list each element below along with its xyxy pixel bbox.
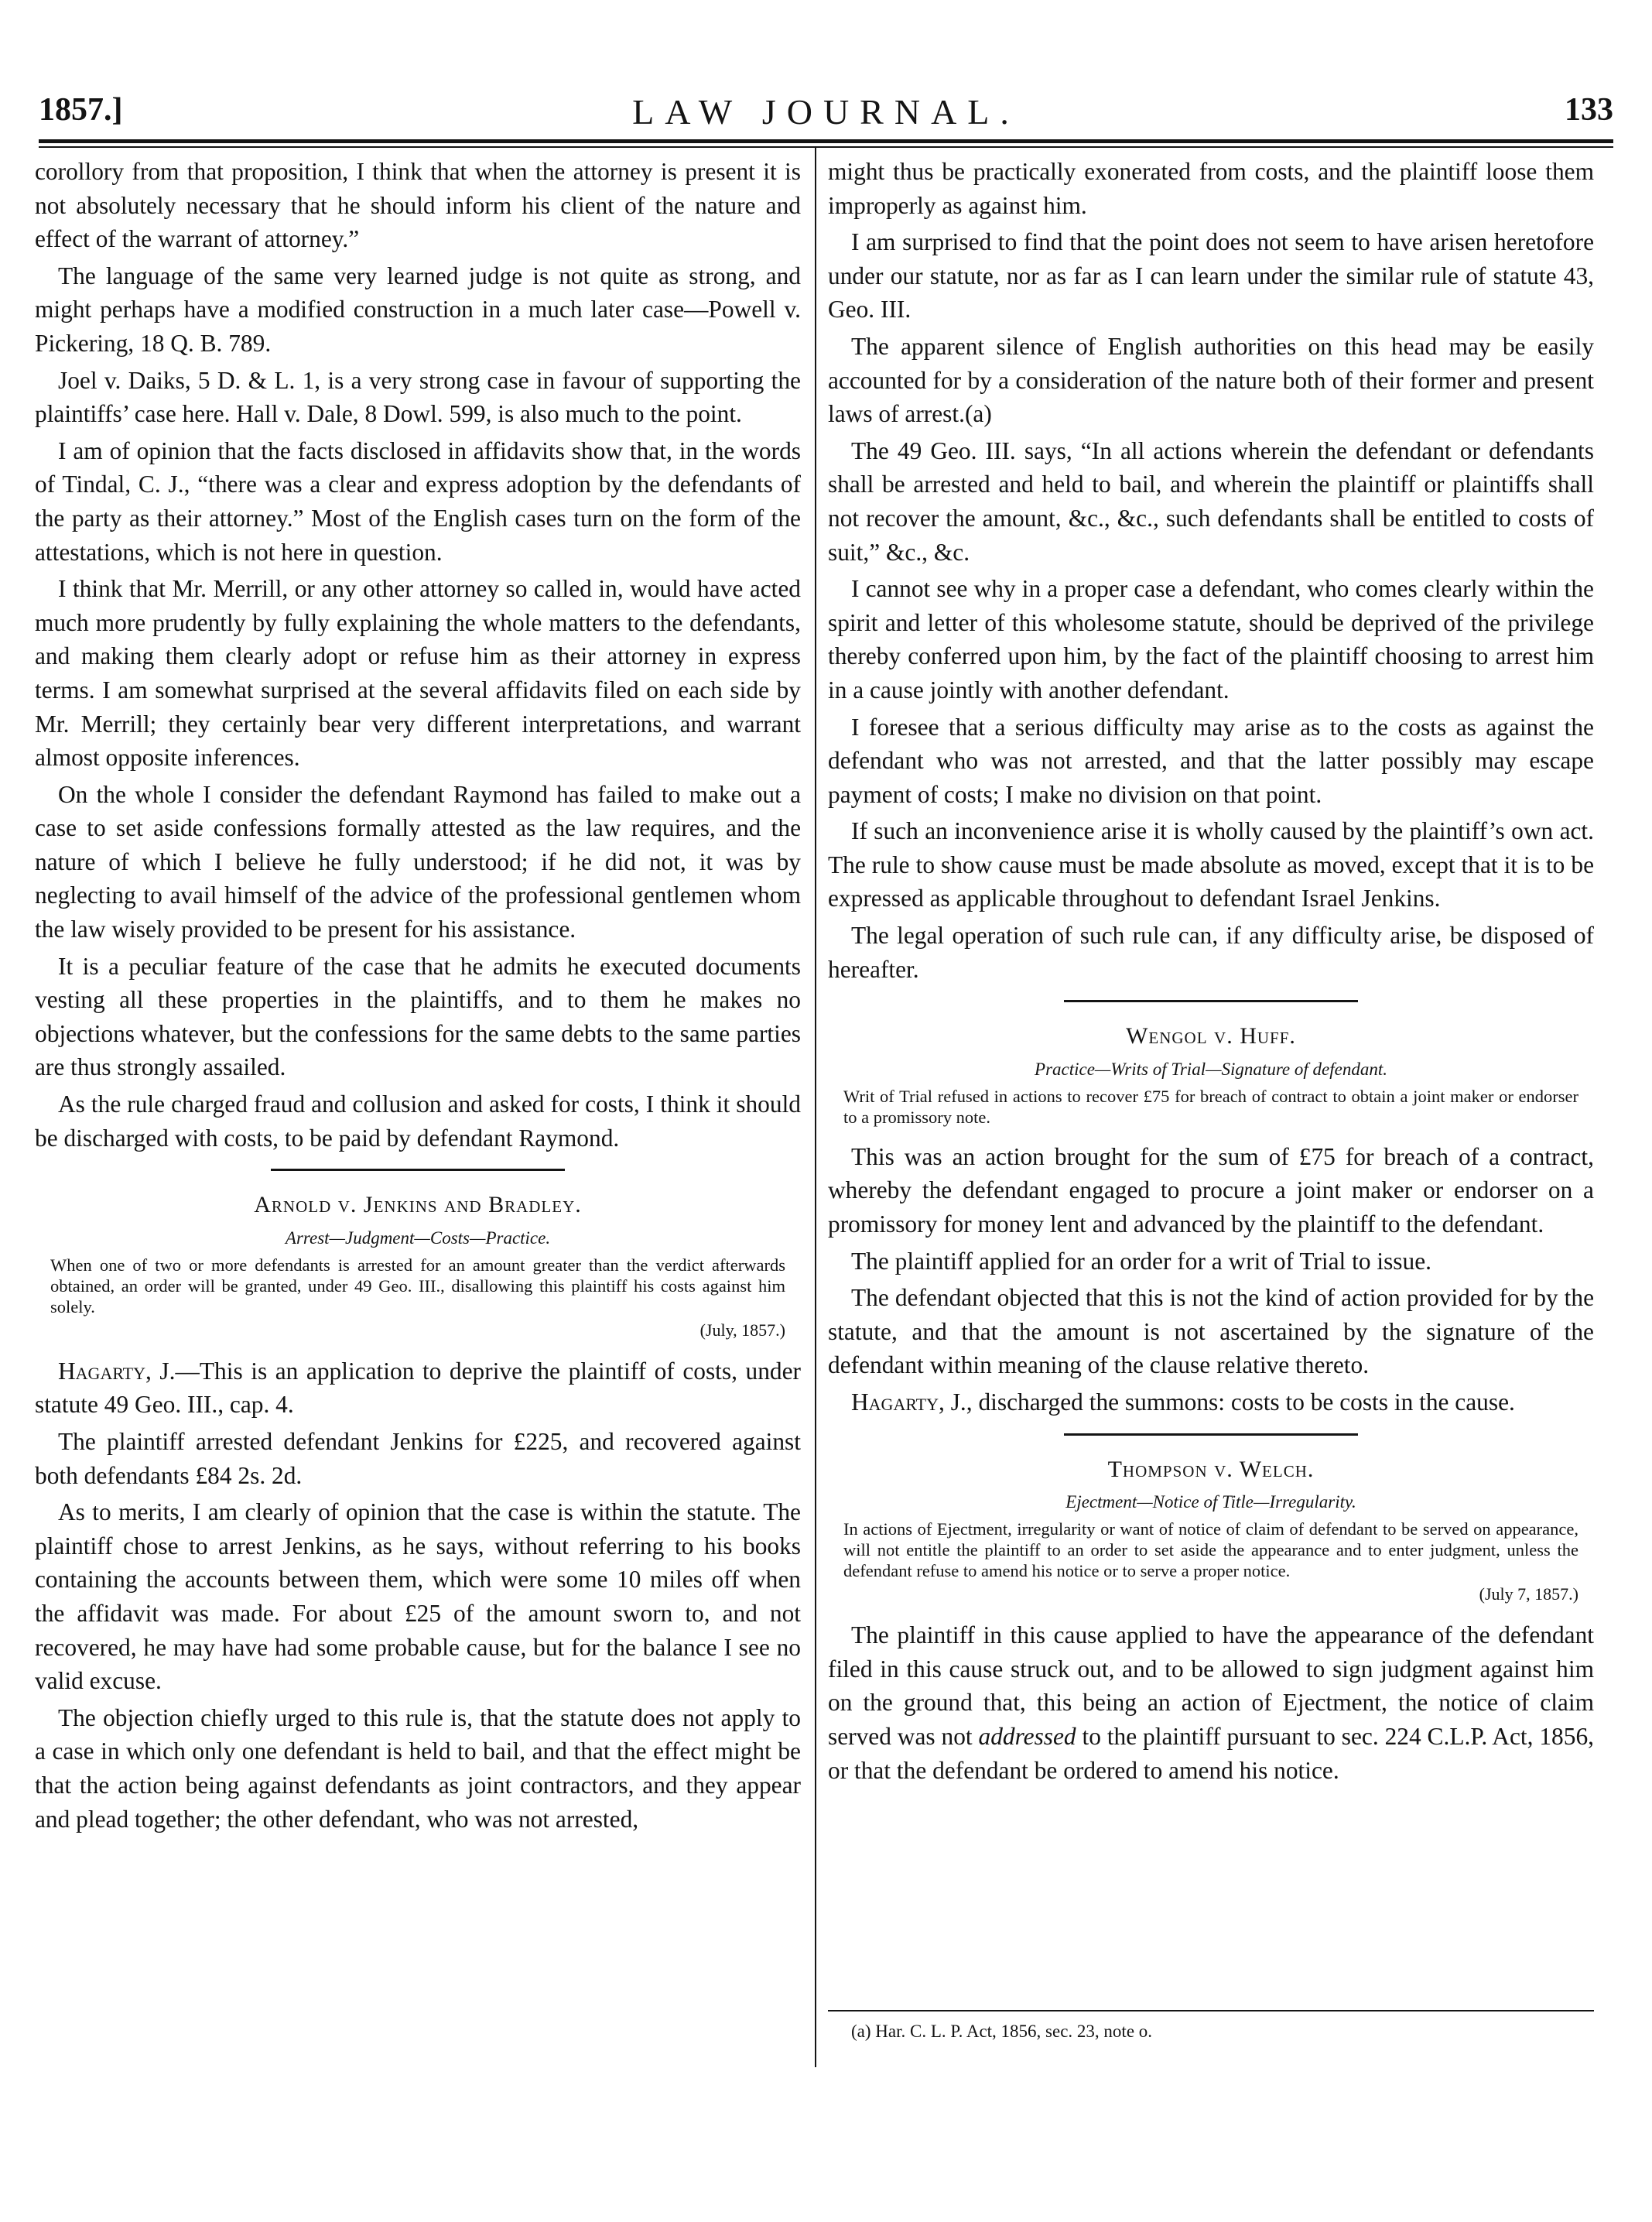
case-topic: Arrest—Judgment—Costs—Practice. (285, 1227, 551, 1248)
paragraph: The plaintiff applied for an order for a writ of Trial to issue. (851, 1247, 1432, 1275)
paragraph: I cannot see why in a proper case a defendant, who comes clearly within the spirit and letter of this wholesome statute, should be deprived of the privilege thereby conferred upon him, by the fact of the plaintiff choosing to arrest him in a cause jointly with another defendant. (828, 575, 1594, 704)
page-header (39, 91, 1613, 139)
paragraph: It is a peculiar feature of the case that he admits he executed documents vesting all these properties in the plaintiffs, and to them he makes no objections whatever, but the confessions for the same debts to the same parties are thus strongly assailed. (35, 952, 801, 1081)
right-column (828, 155, 1594, 1790)
judge-name: Hagarty, J. (851, 1388, 966, 1416)
paragraph: I am of opinion that the facts disclosed in affidavits show that, in the words of Tindal, C. J., “there was a clear and express adoption by the defendants of the party as their attorney.” Most of the English cases turn on the form of the attestations, which is not here in question. (35, 437, 801, 566)
paragraph: corollory from that proposition, I think that when the attorney is present it is not absolutely necessary that he should inform his client of the nature and effect of the warrant of attorney.” (35, 158, 801, 253)
case-date: (July 7, 1857.) (1479, 1584, 1578, 1604)
column-divider (815, 148, 816, 2067)
paragraph: The objection chiefly urged to this rule is, that the statute does not apply to a case in which only one defendant is held to bail, and that the effect might be that the action being against defendants as joint contractors, and they appear and plead together; the other defendant, who was not arrested, (35, 1703, 801, 1833)
case-separator (271, 1169, 565, 1171)
paragraph: I think that Mr. Merrill, or any other attorney so called in, would have acted much more prudently by fully explaining the whole matters to the defendants, and making them clearly adopt or refuse him as their attorney in express terms. I am somewhat surprised at the several affidavits filed on each side by Mr. Merrill; they certainly bear very different interpretations, and warrant almost opposite inferences. (35, 575, 801, 772)
case-headnote: Writ of Trial refused in actions to recover £75 for breach of contract to obtain a joint maker or endorser to a promissory note. (843, 1086, 1578, 1127)
header-year: 1857.] (39, 92, 123, 128)
case-title: Arnold v. Jenkins and Bradley. (254, 1192, 582, 1218)
paragraph: might thus be practically exonerated from costs, and the plaintiff loose them improperly as against him. (828, 158, 1594, 219)
paragraph: The apparent silence of English authorities on this head may be easily accounted for by a consideration of the nature both of their former and present laws of arrest.(a) (828, 332, 1594, 428)
paragraph-text: —This is an application to deprive the plaintiff of costs, under statute 49 Geo. III., cap. 4. (35, 1357, 801, 1419)
paragraph: I foresee that a serious difficulty may arise as to the costs as against the defendant who was not arrested, and that the latter possibly may escape payment of costs; I make no division on that point. (828, 713, 1594, 808)
paragraph (828, 1618, 1594, 1787)
case-headnote: When one of two or more defendants is arrested for an amount greater than the verdict afterwards obtained, an order will be granted, under 49 Geo. III., disallowing this plaintiff his costs against him solely. (50, 1255, 785, 1316)
judge-name: Hagarty, J. (58, 1357, 176, 1385)
case-date: (July, 1857.) (699, 1320, 785, 1340)
case-separator (1064, 1433, 1358, 1436)
left-column (35, 155, 801, 1839)
paragraph: If such an inconvenience arise it is wholly caused by the plaintiff’s own act. The rule to show cause must be made absolute as moved, except that it is to be expressed as applicable throughout to defendant Israel Jenkins. (828, 817, 1594, 912)
paragraph: As to merits, I am clearly of opinion that the case is within the statute. The plaintiff chose to arrest Jenkins, as he says, without referring to his books containing the accounts between them, which were some 10 miles off when the affidavit was made. For about £25 of the amount sworn to, and not recovered, he may have had some probable cause, but for the balance I see no valid excuse. (35, 1498, 801, 1695)
case-topic: Practice—Writs of Trial—Signature of defendant. (1035, 1059, 1387, 1079)
header-title: LAW JOURNAL. (632, 92, 1020, 132)
paragraph: The defendant objected that this is not the kind of action provided for by the statute, and that the amount is not ascertained by the signature of the defendant within meaning of the clause relative thereto. (828, 1284, 1594, 1379)
footnote-rule (828, 2010, 1594, 2011)
paragraph (35, 1354, 801, 1422)
header-rule-thin (39, 146, 1613, 148)
paragraph: I am surprised to find that the point does not seem to have arisen heretofore under our statute, nor as far as I can learn under the similar rule of statute 43, Geo. III. (828, 228, 1594, 324)
footnote: (a) Har. C. L. P. Act, 1856, sec. 23, note o. (851, 2022, 1153, 2041)
paragraph: As the rule charged fraud and collusion and asked for costs, I think it should be discharged with costs, to be paid by defendant Raymond. (35, 1090, 801, 1152)
paragraph: The plaintiff arrested defendant Jenkins for £225, and recovered against both defendants £84 2s. 2d. (35, 1428, 801, 1489)
paragraph-text: , discharged the summons: costs to be costs in the cause. (966, 1388, 1515, 1416)
paragraph-text: to the plaintiff pursuant to sec. 224 C.L.P. Act, 1856, or that the defendant be ordered to amend his notice. (828, 1722, 1594, 1784)
header-page-number: 133 (1565, 92, 1613, 128)
case-separator (1064, 1000, 1358, 1002)
case-title: Thompson v. Welch. (1107, 1456, 1315, 1482)
case-headnote: In actions of Ejectment, irregularity or want of notice of claim of defendant to be served on appearance, will not entitle the plaintiff to an order to set aside the appearance and to enter judgment, unless the defendant refuse to amend his notice or to serve a proper notice. (843, 1519, 1578, 1581)
case-topic: Ejectment—Notice of Title—Irregularity. (1065, 1492, 1356, 1512)
paragraph: The language of the same very learned judge is not quite as strong, and might perhaps have a modified construction in a much later case—Powell v. Pickering, 18 Q. B. 789. (35, 262, 801, 357)
paragraph-text: The plaintiff in this cause applied to have the appearance of the defendant filed in this cause struck out, and to be allowed to sign judgment against him on the ground that, this being an action of Ejectment, the notice of claim served was not (828, 1621, 1594, 1750)
paragraph: This was an action brought for the sum of £75 for breach of a contract, whereby the defendant engaged to procure a joint maker or endorser on a promissory for money lent and advanced by the plaintiff to the defendant. (828, 1142, 1594, 1238)
case-title: Wengol v. Huff. (1126, 1023, 1296, 1049)
paragraph: Joel v. Daiks, 5 D. & L. 1, is a very strong case in favour of supporting the plaintiffs’ case here. Hall v. Dale, 8 Dowl. 599, is also much to the point. (35, 366, 801, 428)
paragraph: On the whole I consider the defendant Raymond has failed to make out a case to set aside confessions formally attested as the law requires, and the nature of which I believe he fully understood; if he did not, it was by neglecting to avail himself of the advice of the professional gentlemen whom the law wisely provided to be present for his assistance. (35, 780, 801, 943)
emphasis-text: addressed (978, 1722, 1076, 1750)
paragraph: The legal operation of such rule can, if any difficulty arise, be disposed of hereafter. (828, 922, 1594, 983)
paragraph (828, 1385, 1594, 1419)
header-rule-thick (39, 139, 1613, 143)
paragraph: The 49 Geo. III. says, “In all actions wherein the defendant or defendants shall be arrested and held to bail, and wherein the plaintiff or plaintiffs shall not recover the amount, &c., &c., such defendants shall be entitled to costs of suit,” &c., &c. (828, 437, 1594, 566)
